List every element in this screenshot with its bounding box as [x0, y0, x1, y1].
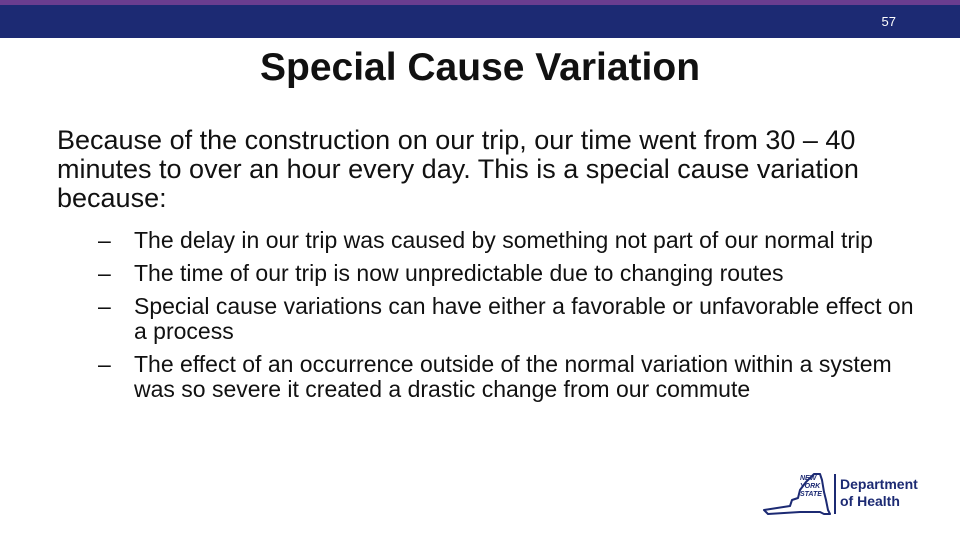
list-item [98, 228, 918, 253]
new-york-state-map-icon [760, 470, 836, 518]
slide-number: 57 [881, 14, 896, 29]
list-item [98, 261, 918, 286]
bullet-text: Special cause variations can have either a favorable or unfavorable effect on a process [134, 293, 914, 344]
bullet-marker: – [98, 293, 111, 319]
bullet-text: The time of our trip is now unpredictable due to changing routes [134, 260, 784, 286]
department-name: Department of Health [840, 476, 918, 509]
bullet-marker: – [98, 351, 111, 377]
list-item [98, 352, 918, 402]
slide-title: Special Cause Variation [259, 46, 701, 89]
header-bar [0, 0, 960, 38]
state-wordmark: NEW YORK STATE [800, 475, 822, 498]
bullet-marker: – [98, 227, 111, 253]
list-item [98, 294, 918, 344]
nys-department-of-health-logo [760, 470, 930, 518]
intro-paragraph: Because of the construction on our trip, our time went from 30 – 40 minutes to over an hour every day. This is a special cause variation because: [57, 125, 859, 213]
bullet-marker: – [98, 260, 111, 286]
bullet-text: The effect of an occurrence outside of the normal variation within a system was so severe it created a drastic change from our commute [134, 351, 892, 402]
header-accent-stripe [0, 0, 960, 5]
bullet-text: The delay in our trip was caused by something not part of our normal trip [134, 227, 873, 253]
logo-divider [834, 474, 836, 514]
bullet-list [98, 228, 918, 410]
